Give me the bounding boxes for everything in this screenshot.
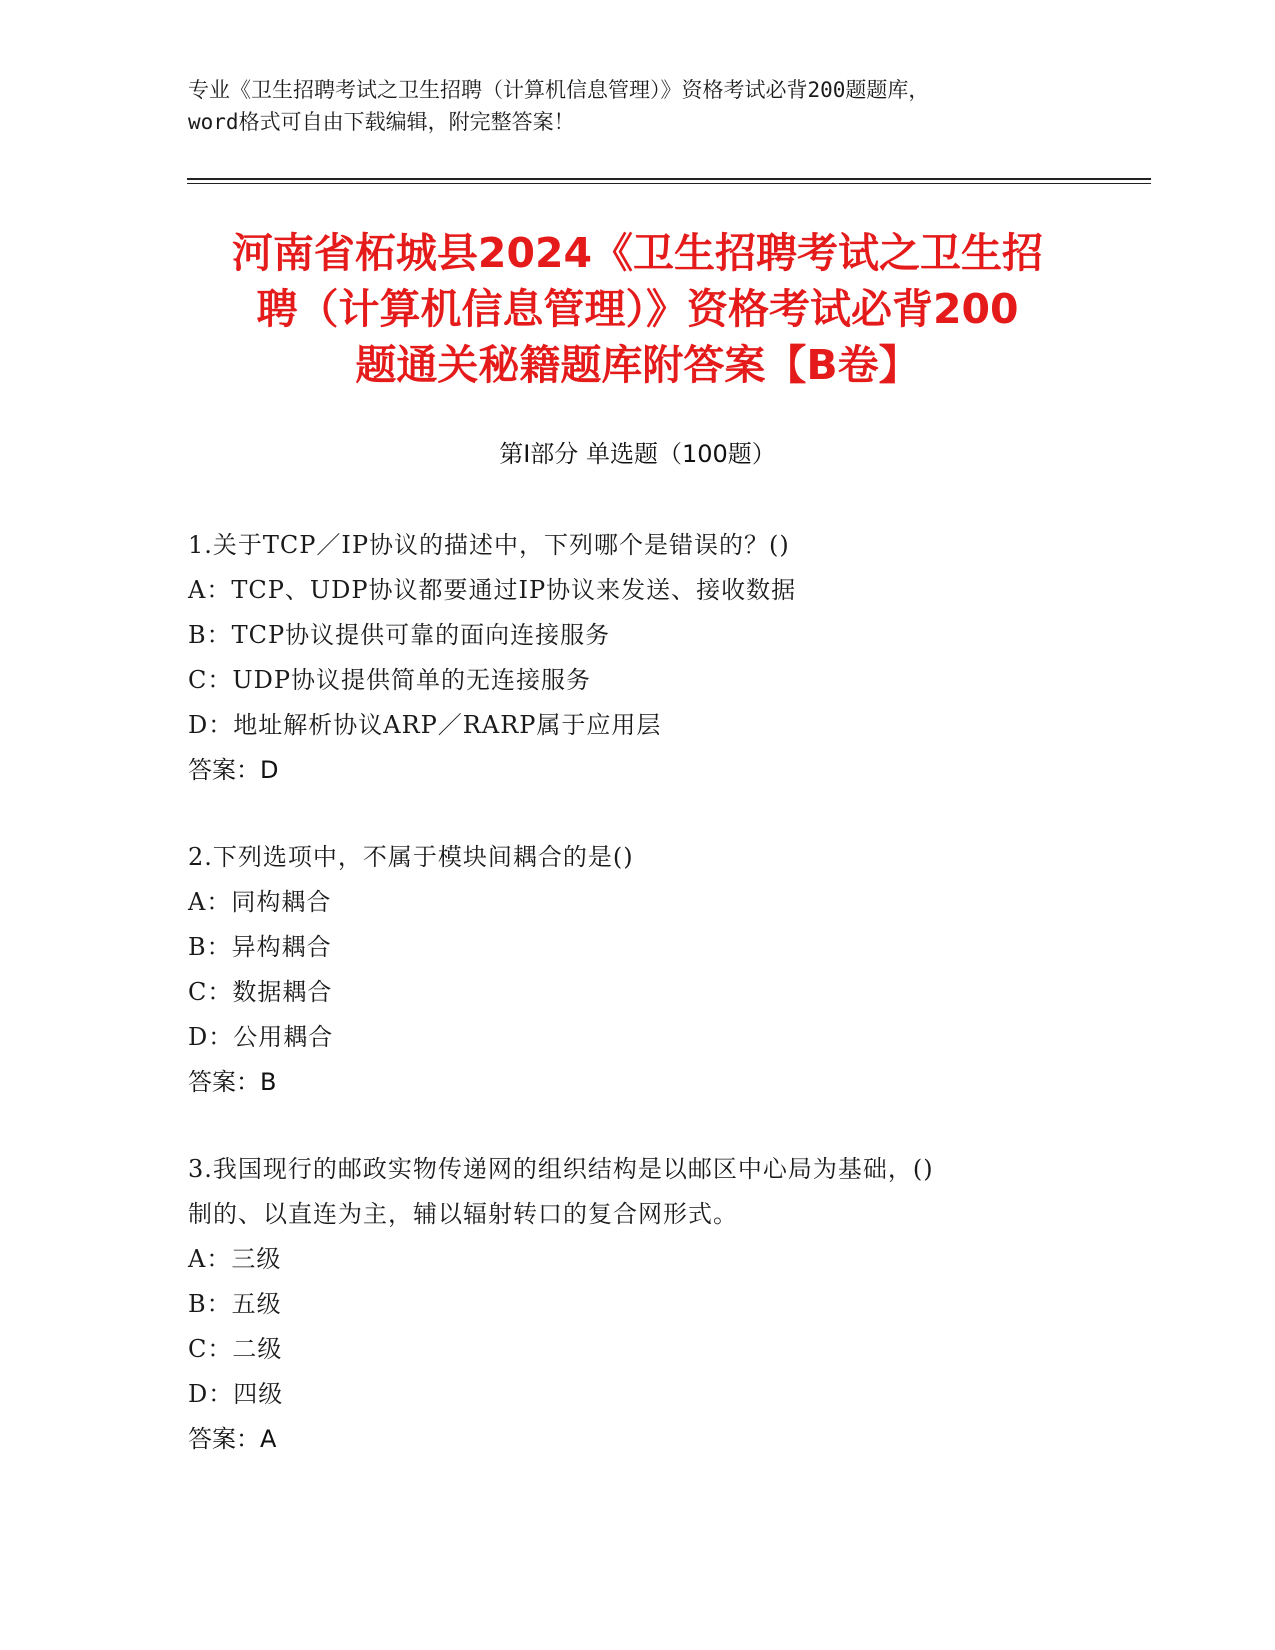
- section-title: 第I部分 单选题（100题）: [499, 440, 776, 468]
- question-2: [188, 835, 1088, 1105]
- question-spacer: [188, 1105, 1088, 1147]
- option-b: B：TCP协议提供可靠的面向连接服务: [188, 621, 611, 649]
- option-d: D：四级: [188, 1380, 284, 1408]
- question-text: 3.我国现行的邮政实物传递网的组织结构是以邮区中心局为基础，(): [188, 1155, 934, 1183]
- option-b: B：五级: [188, 1290, 282, 1318]
- header-divider-thin: [187, 183, 1151, 184]
- document-title-line-1: 河南省柘城县2024《卫生招聘考试之卫生招: [231, 229, 1044, 277]
- document-title-line-3: 题通关秘籍题库附答案【B卷】: [355, 341, 920, 389]
- answer: 答案：D: [188, 756, 279, 784]
- option-d: D：地址解析协议ARP／RARP属于应用层: [188, 711, 662, 739]
- question-text: 1.关于TCP／IP协议的描述中，下列哪个是错误的？(): [188, 531, 790, 559]
- option-c: C：UDP协议提供简单的无连接服务: [188, 666, 591, 694]
- question-1: [188, 523, 1088, 793]
- option-b: B：异构耦合: [188, 933, 332, 961]
- header-note: [188, 74, 1108, 138]
- header-divider-thick: [187, 178, 1151, 180]
- document-title-line-2: 聘（计算机信息管理）》资格考试必背200: [256, 285, 1019, 333]
- header-note-line-2: word格式可自由下载编辑，附完整答案！: [188, 110, 575, 134]
- option-a: A：三级: [188, 1245, 282, 1273]
- question-text-continued: 制的、以直连为主，辅以辐射转口的复合网形式。: [188, 1200, 738, 1228]
- answer: 答案：B: [188, 1068, 277, 1096]
- header-note-line-1: 专业《卫生招聘考试之卫生招聘（计算机信息管理）》资格考试必背200题题库，: [188, 78, 930, 102]
- question-text: 2.下列选项中，不属于模块间耦合的是(): [188, 843, 634, 871]
- option-a: A：TCP、UDP协议都要通过IP协议来发送、接收数据: [188, 576, 797, 604]
- option-d: D：公用耦合: [188, 1023, 334, 1051]
- option-c: C：数据耦合: [188, 978, 333, 1006]
- question-list: [188, 523, 1088, 1462]
- question-3: [188, 1147, 1088, 1462]
- document-title: [150, 225, 1125, 393]
- question-spacer: [188, 793, 1088, 835]
- answer: 答案：A: [188, 1425, 277, 1453]
- option-a: A：同构耦合: [188, 888, 332, 916]
- option-c: C：二级: [188, 1335, 283, 1363]
